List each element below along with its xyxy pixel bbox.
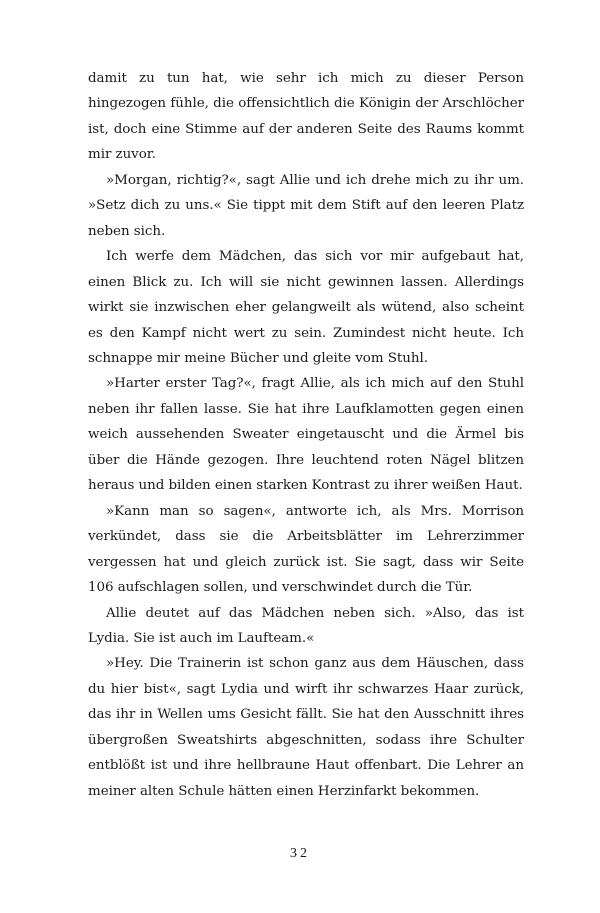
paragraph-3: Ich werfe dem Mädchen, das sich vor mir aufgebaut hat, einen Blick zu. Ich will sie nicht gewinnen lassen. Allerdings wirkt sie inzwischen eher gelangweilt als wütend, also scheint es den Kampf nicht wert zu sein. Zumindest nicht heute. Ich schnappe mir meine Bücher und gleite vom Stuhl. bbox=[88, 249, 524, 366]
paragraph-5: »Kann man so sagen«, antworte ich, als Mrs. Morrison verkündet, dass sie die Arbeitsblätter im Lehrerzimmer vergessen hat und gleich zurück ist. Sie sagt, dass wir Seite 106 aufschlagen sollen, und verschwindet durch die Tür. bbox=[88, 503, 524, 596]
paragraph-7: »Hey. Die Trainerin ist schon ganz aus dem Häuschen, dass du hier bist«, sagt Lydia und wirft ihr schwarzes Haar zurück, das ihr in Wellen ums Gesicht fällt. Sie hat den Ausschnitt ihres übergroßen Sweatshirts abgeschnitten, sodass ihre Schulter entblößt ist und ihre hellbraune Haut offenbart. Die Lehrer an meiner alten Schule hätten einen Herzinfarkt bekommen. bbox=[88, 656, 524, 799]
paragraph-2: »Morgan, richtig?«, sagt Allie und ich drehe mich zu ihr um. »Setz dich zu uns.« Sie tippt mit dem Stift auf den leeren Platz neben sich. bbox=[88, 172, 524, 239]
paragraph-4: »Harter erster Tag?«, fragt Allie, als ich mich auf den Stuhl neben ihr fallen lasse. Sie hat ihre Laufklamotten gegen einen weich aussehenden Sweater eingetauscht und die Ärmel bis über die Hände gezogen. Ihre leuchtend roten Nägel blitzen heraus und bilden einen starken Kontrast zu ihrer weißen Haut. bbox=[88, 376, 524, 494]
paragraph-1: damit zu tun hat, wie sehr ich mich zu dieser Person hingezogen fühle, die offensichtlich die Königin der Arschlöcher ist, doch eine Stimme auf der anderen Seite des Raums kommt mir zuvor. bbox=[88, 71, 524, 163]
book-page-body bbox=[88, 66, 524, 804]
page-number: 32 bbox=[290, 846, 310, 861]
paragraph-6: Allie deutet auf das Mädchen neben sich. »Also, das ist Lydia. Sie ist auch im Laufteam.« bbox=[88, 605, 524, 646]
